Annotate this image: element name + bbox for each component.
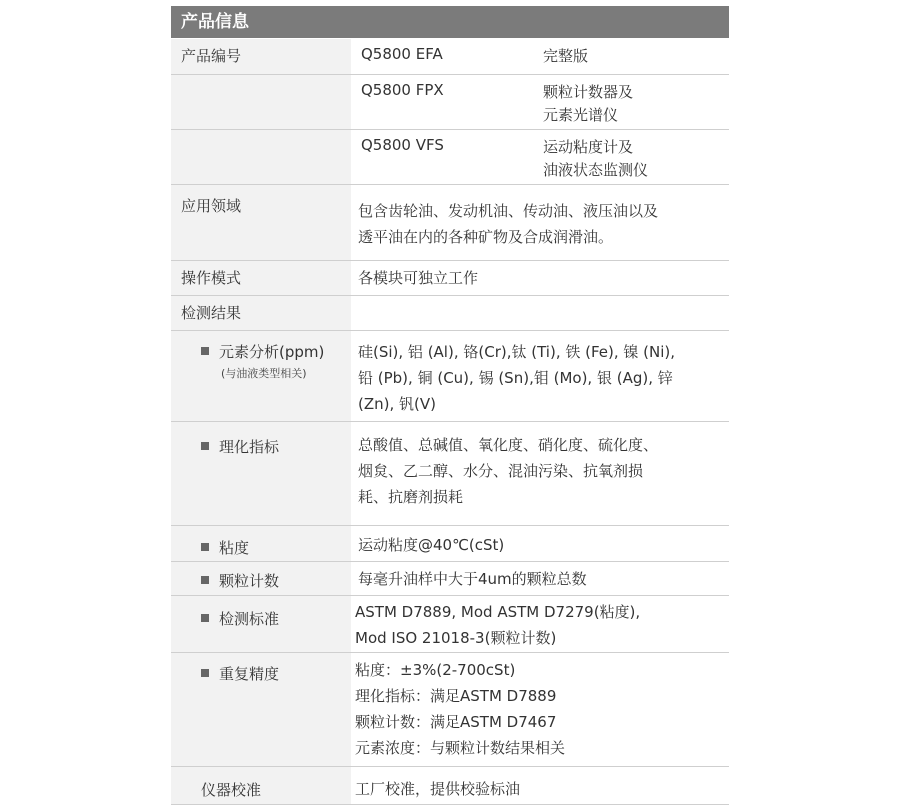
table-row-standards — [171, 596, 729, 653]
product-label: 产品编号 — [181, 47, 242, 65]
label-cell — [171, 562, 351, 595]
elemental-note: (与油液类型相关) — [221, 367, 307, 380]
results-label: 检测结果 — [181, 304, 242, 322]
table-row-results — [171, 296, 729, 331]
bullet-icon — [201, 442, 209, 450]
table-row-product-1 — [171, 39, 729, 75]
bullet-icon — [201, 543, 209, 551]
calibration-label: 仪器校准 — [201, 781, 262, 799]
viscosity-value: 运动粘度@40℃(cSt) — [358, 536, 505, 554]
physchem-label: 理化指标 — [201, 436, 279, 457]
label-cell — [171, 331, 351, 421]
table-row-product-2 — [171, 75, 729, 130]
label-cell — [171, 75, 351, 129]
label-cell — [171, 130, 351, 184]
table-row-operation — [171, 261, 729, 296]
standards-value: ASTM D7889, Mod ASTM D7279(粘度), Mod ISO 21018-3(颗粒计数) — [355, 603, 641, 647]
table-row-calibration — [171, 767, 729, 805]
table-row-precision — [171, 653, 729, 767]
model-code: Q5800 EFA — [361, 45, 443, 63]
bullet-icon — [201, 347, 209, 355]
operation-label: 操作模式 — [181, 269, 242, 287]
elemental-label: 元素分析(ppm) — [201, 341, 324, 362]
precision-label: 重复精度 — [201, 663, 279, 684]
label-cell — [171, 296, 351, 330]
model-edition: 运动粘度计及 油液状态监测仪 — [543, 138, 649, 179]
standards-label: 检测标准 — [201, 608, 279, 629]
label-cell — [171, 185, 351, 260]
label-cell — [171, 653, 351, 766]
label-cell — [171, 767, 351, 804]
table-row-product-3 — [171, 130, 729, 185]
section-header: 产品信息 — [171, 6, 729, 38]
table-row-application — [171, 185, 729, 261]
bullet-icon — [201, 669, 209, 677]
label-cell — [171, 39, 351, 74]
model-code: Q5800 FPX — [361, 81, 444, 99]
model-code: Q5800 VFS — [361, 136, 444, 154]
application-label: 应用领域 — [181, 197, 242, 215]
viscosity-label: 粘度 — [201, 537, 249, 558]
label-cell — [171, 261, 351, 295]
elemental-value: 硅(Si), 铝 (Al), 铬(Cr),钛 (Ti), 铁 (Fe), 镍 (Ni), 铅 (Pb), 铜 (Cu), 锡 (Sn),钼 (Mo), 银 (Ag), 锌 (Zn), 钒(V) — [358, 343, 676, 413]
model-edition: 完整版 — [543, 47, 589, 65]
particle-value: 每毫升油样中大于4um的颗粒总数 — [358, 570, 587, 588]
operation-value: 各模块可独立工作 — [358, 269, 479, 287]
application-value: 包含齿轮油、发动机油、传动油、液压油以及 透平油在内的各种矿物及合成润滑油。 — [358, 202, 659, 246]
table-row-viscosity — [171, 526, 729, 562]
label-cell — [171, 422, 351, 525]
calibration-value: 工厂校准，提供校验标油 — [355, 780, 521, 798]
label-cell — [171, 596, 351, 652]
table-row-particle — [171, 562, 729, 596]
precision-value: 粘度：±3%(2-700cSt) 理化指标：满足ASTM D7889 颗粒计数：满足ASTM D7467 元素浓度：与颗粒计数结果相关 — [355, 661, 566, 757]
model-edition: 颗粒计数器及 元素光谱仪 — [543, 83, 634, 124]
particle-label: 颗粒计数 — [201, 570, 279, 591]
table-row-physchem — [171, 422, 729, 526]
bullet-icon — [201, 576, 209, 584]
table-row-elemental — [171, 331, 729, 422]
physchem-value: 总酸值、总碱值、氧化度、硝化度、硫化度、 烟炱、乙二醇、水分、混油污染、抗氧剂损 耗、抗磨剂损耗 — [358, 436, 659, 506]
label-cell — [171, 526, 351, 561]
bullet-icon — [201, 614, 209, 622]
